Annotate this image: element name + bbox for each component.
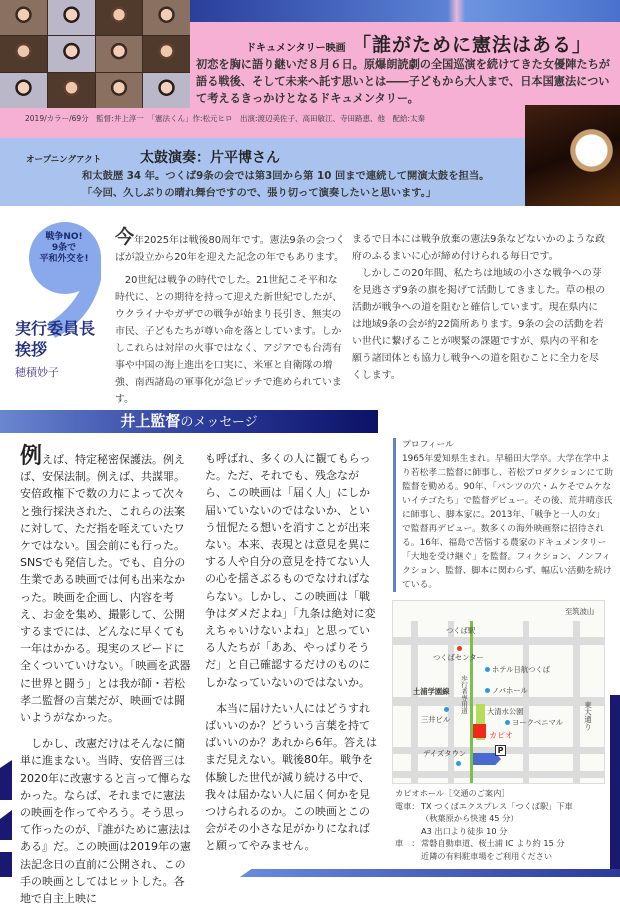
slogan: 戦争NO! 9条で 平和外交を! — [39, 232, 89, 264]
greeting-column-1: 今年2025年は戦後80周年です。憲法9条の会つくばが設立から20年を迎えた記念の年でもあります。 20世紀は戦争の時代でした。21世紀こそ平和な時代に、との期待を持って迎えた新世紀でしたが、ウクライナやガザでの戦争が始まり長引き、無実の市民、子どもたちが尊い命を落としています。しかしこれらは対岸の火事ではなく、アジアでも台湾有事や中国の海上進出を口実に、米軍と自衛隊の増強、南西諸島の軍事化が急ピッチで進められています。 — [115, 226, 346, 405]
access-info: カピオホール［交通のご案内］ 電車： TX つくばエクスプレス「つくば駅」下車 （秋葉原から快速 45 分） A3 出口より徒歩 10 分 車 ： 常磐自動車道、桜土浦 IC より約 15 分 近隣の有料駐車場をご利用ください — [395, 787, 610, 862]
parking-icon: P — [495, 745, 506, 756]
access-map: P 至筑波山 つくば駅 つくばセンター ホテル日航つくば ノバホール 土浦学園線 歩行者専用道 三井ビル 大清水公園 ヨークベニマル 東大通り カピオ デイズタウン — [392, 600, 605, 784]
opening-act-description — [82, 168, 489, 202]
decorative-band — [190, 0, 620, 22]
profile-text: 1965年愛知県生まれ。早稲田大学卒。大学在学中より若松孝二監督に師事し、若松プロダクションにて助監督を勤める。90年、「パンツの穴・ムケそでムケないイチゴたち」で監督デビュー。その後、荒井晴彦氏に師事し、脚本家に。2013年、「戦争と一人の女」で監督再デビュー。数多くの海外映画祭に招待される。16年、福島で苦悩する農家のドキュメンタリー「大地を受け継ぐ」を監督。フィクション、ノンフィクション、監督、脚本に関わらず、幅広い活動を続けている。 — [402, 454, 613, 590]
film-type: ドキュメンタリー映画 — [246, 43, 346, 54]
greeting-column-2: まるで日本には戦争放棄の憲法9条などないかのような政府のふるまいに心が締め付けられる毎日です。 しかしこの20年間、私たちは地域の小さな戦争への芽を見逃さず9条の旗を掲げて活動してきました。草の根の活動が戦争への道を阻むと確信しています。現在県内には地域9条の会が約22箇所あります。9条の会の活動を若い世代に繋げることが喫緊の課題ですが、県内の平和を願う諸団体とも協力し戦争への道を阻むことに全力を尽くします。 — [352, 234, 606, 381]
decorative-stripe — [0, 852, 12, 877]
opening-line-1: 和太鼓歴 34 年。つくば9条の会では第3回から第 10 回まで連続して開演太鼓を担当。 — [82, 170, 490, 182]
message-column-1: 例えば、特定秘密保護法。例えば、安保法制。例えば、共謀罪。安倍政権下で数の力によって次々と強行採決された、これらの法案に対して、ただ指を咥えていたワケではない。国会前にも行った。SNSでも発信した。でも、自分の生業である映画では何も出来なかった。映画を企画し、内容を考え、お金を集め、撮影して、公開するまでには、どんなに早くても一年はかかる。現実のスピードに全くついていけない。「映画を武器に世界と闘う」とは我が師・若松孝二監督の言葉だが、映画では闘いようがなかった。 しかし、改憲だけはそんなに簡単に進まない。当時、安倍晋三は2020年に改憲すると言って憚らなかった。ならば、それまでに憲法の映画を作ってやろう。そう思って作ったのが、『誰がために憲法はある』だ。この映画は2019年の憲法記念日の直前に公開され、この手の映画としてはヒットした。各地で自主上映に — [20, 444, 191, 906]
nova-dot — [485, 688, 490, 693]
profile-label: プロフィール — [402, 440, 454, 450]
mitsui-dot — [444, 707, 449, 712]
drummer-photo — [525, 105, 620, 206]
opening-act-title: 太鼓演奏：片平博さん — [140, 150, 280, 166]
message-heading: 井上監督のメッセージ — [0, 410, 378, 433]
capio-marker[interactable] — [473, 724, 486, 738]
hotel-dot — [485, 667, 490, 672]
days-dot — [456, 761, 461, 766]
director-profile — [393, 438, 613, 592]
actress-photo-collage — [0, 0, 190, 108]
opening-line-2: 「今回、久しぶりの晴れ舞台ですので、張り切って演奏したいと思います。」 — [82, 187, 437, 199]
greeting-author: 穂積妙子 — [15, 366, 59, 379]
film-description: 初恋を胸に語り継いだ８月６日。原爆朗読劇の全国巡演を続けてきた女優陣たちが語る戦後、そして未来へ託す思いとは――子どもから大人まで、日本国憲法について考えるきっかけとなるドキュメンタリー。 — [196, 58, 610, 105]
decorative-stripe — [0, 810, 12, 840]
message-column-2: も呼ばれ、多くの人に観てもらった。ただ、それでも、残念ながら、この映画は「届く人」にしか届いていないのではないか、という忸怩たる想いを消すことが出来ない。本来、表現とは意見を異にする人や自分の意見を持てない人の心を揺さぶるものでなければならない。しかし、この映画は「戦争はダメだよね」「九条は絶対に変えちゃいけないよね」と思っている人たちが「ああ、やっぱりそうだ」と自己確認するだけのものにしかなっていないのではないか。 本当に届けたい人にはどうすればいいのか？どういう言葉を持てばいいのか？あれから6年。答えはまだ見えない。戦後80年。戦争を体験した世代が減り続ける中で、我々は届かない人に届く何かを見つけられるのか。この映画とこの会がその小さな足がかりになればと願ってやみません。 — [205, 452, 377, 853]
decorative-stripe — [240, 869, 620, 877]
access-title: カピオホール［交通のご案内］ — [395, 788, 510, 798]
york-dot — [505, 720, 510, 725]
opening-act-label: オープニングアクト — [26, 155, 102, 165]
decorative-stripe — [610, 695, 620, 877]
station-dot — [457, 646, 462, 651]
film-title: 「誰がために憲法はある」 — [352, 34, 593, 56]
film-credits: 2019/カラー/69分 監督:井上淳一 「憲法くん」作:松元ヒロ 出演:渡辺美佐子、高田敏江、寺田路恵、他 配給:太秦 — [25, 114, 426, 123]
walkway-line — [470, 621, 473, 784]
decorative-stripe — [0, 760, 12, 800]
greeting-title: 実行委員長 挨拶 — [15, 319, 96, 359]
